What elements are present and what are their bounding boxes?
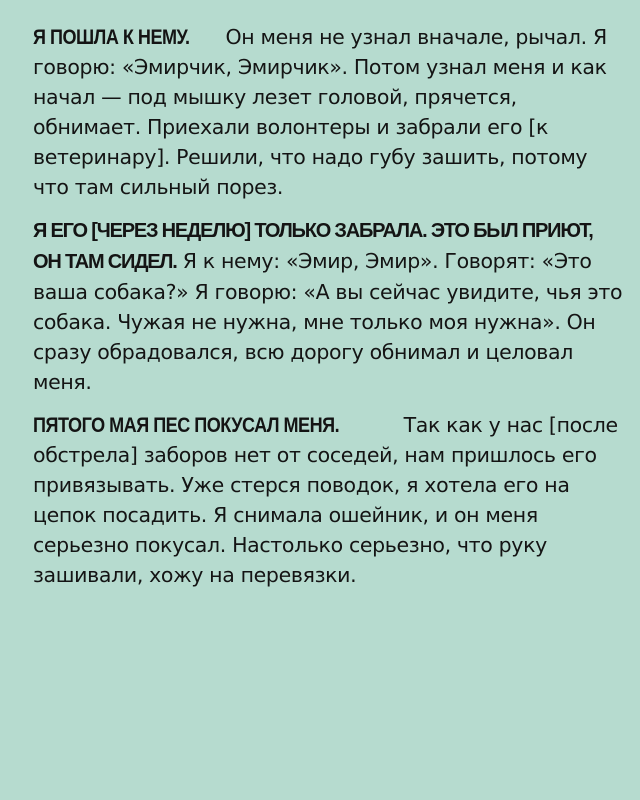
paragraph-3 [33,410,623,590]
paragraph-2-text: Я к нему: «Эмир, Эмир». Говорят: «Это ваша собака?» Я говорю: «А вы сейчас увидите, чья это собака. Чужая не нужна, мне только моя нужна». Он сразу обрадовался, всю дорогу обнимал и целовал меня. [33,249,623,394]
paragraph-3-lead: ПЯТОГО МАЯ ПЕС ПОКУСАЛ МЕНЯ. [33,413,340,437]
paragraph-2-lead: Я ЕГО [ЧЕРЕЗ НЕДЕЛЮ] ТОЛЬКО ЗАБРАЛА. ЭТО БЫЛ ПРИЮТ, ОН ТАМ СИДЕЛ. [33,220,593,273]
paragraph-1-lead: Я ПОШЛА К НЕМУ. [33,25,190,49]
paragraph-1-text: Он меня не узнал вначале, рычал. Я говорю: «Эмирчик, Эмирчик». Потом узнал меня и как начал — под мышку лезет головой, прячется, обнимает. Приехали волонтеры и забрали его [к ветеринару]. Решили, что надо губу зашить, потому что там сильный порез. [33,25,607,199]
paragraph-3-text: Так как у нас [после обстрела] заборов нет от соседей, нам пришлось его привязывать. Уже стерся поводок, я хотела его на цепок посадить. Я снимала ошейник, и он меня серьезно покусал. Настолько серьезно, что руку зашивали, хожу на перевязки. [33,413,618,587]
article-body [33,22,623,603]
paragraph-2 [33,215,623,397]
paragraph-1 [33,22,623,202]
